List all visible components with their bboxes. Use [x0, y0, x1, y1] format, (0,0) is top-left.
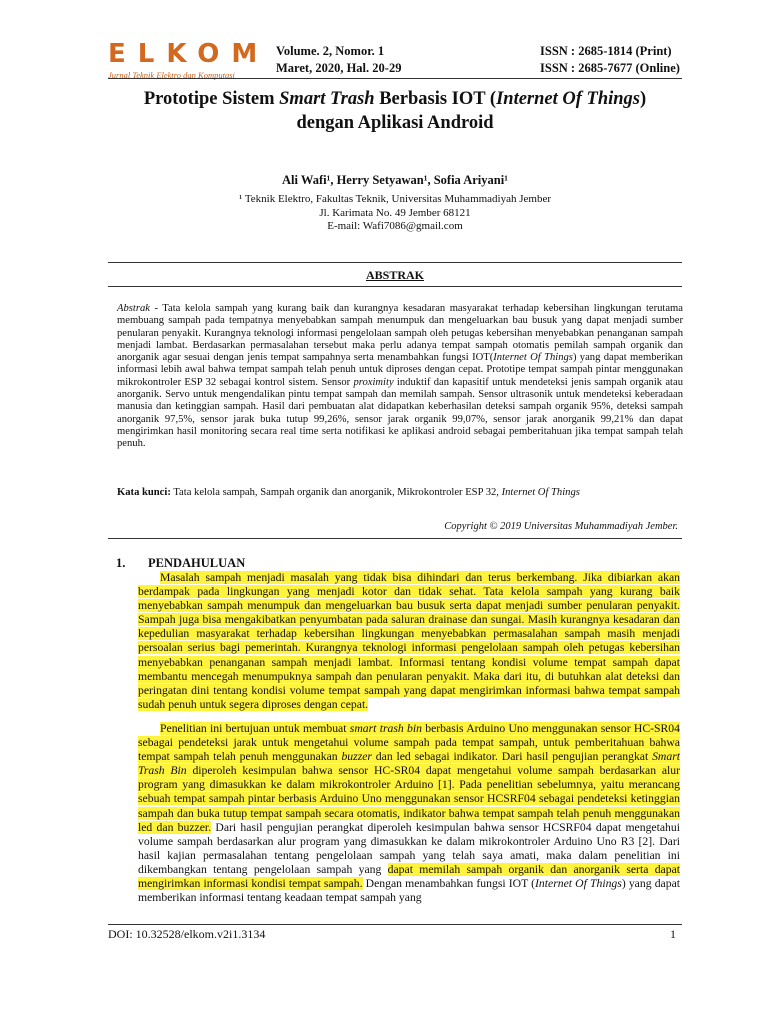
paper-title [100, 87, 690, 135]
title-part: Prototipe Sistem [143, 89, 280, 109]
text-run: dan led sebagai indikator. Dari hasil pengujian perangkat [371, 750, 653, 764]
issn-print: ISSN : 2685-1814 (Print) [540, 44, 672, 58]
text-run: berbasis Arduino Uno menggunakan sensor HC-SR04 sebagai pendeteksi jarak untuk mengetahui volume sampah pada tempat sampah, untuk pemberitahuan bahwa tempat sampah telah penuh menggunakan [138, 721, 680, 764]
text-italic: buzzer [341, 750, 372, 764]
issn-info [540, 43, 680, 77]
page-number: 1 [670, 927, 676, 941]
footer-divider [108, 924, 682, 925]
body-text [138, 571, 680, 905]
date-pages: Maret, 2020, Hal. 20-29 [276, 61, 402, 75]
text-italic: Internet Of Things [535, 876, 622, 890]
title-italic: Internet Of Things [496, 89, 640, 109]
abstract-heading-rule [108, 286, 682, 287]
paragraph [138, 722, 680, 905]
abstract-segment: induktif dan kapasitif untuk mendeteksi jenis sampah organik atau anorganik. Servo untuk mengendalikan pintu tempat sampah dan memilah sampah. Sensor ultrasonik untuk mendeteksi keberadaan manusia dan ketinggian sampah. Hasil dari pembuatan alat didapatkan keberhasilan deteksi sampah organik 95%, deteksi sampah anorganik 97,5%, sensor jarak buka tutup 99,26%, sensor jarak organik 99,07%, sensor jarak anorganik 99,21% dan dapat mengirimkan hasil monitoring secara real time serta notifikasi ke aplikasi android sebagai pemberitahuan jika tempat sampah telah penuh. [117, 376, 683, 450]
affiliation [100, 193, 690, 234]
abstract-segment: ) yang dapat memberikan informasi lebih awal bahwa tempat sampah telah penuh untuk diproses dengan cepat. Prototipe tempat sampah pintar menggunakan mikrokontroler ESP 32 sebagai kontrol sistem. Sensor [117, 352, 683, 388]
text-run: ) yang dapat memberikan informasi tentang keadaan tempat sampah yang [138, 876, 680, 905]
abstract-top-rule [108, 262, 682, 263]
text-run: diperoleh kesimpulan bahwa sensor HC-SR04 dapat mengetahui volume sampah berdasarkan alur program yang dimasukkan ke dalam mikrokontroler Arduino [1]. Pada penelitian sebelumnya, yaitu merancang sebuah tempat sampah pintar berbasis Arduino Uno menggunakan sensor HCSRF04 sebagai pendeteksi ketinggian sampah dan buka tutup tempat sampah secara otomatis, indikator bahwa tempat sampah telah penuh menggunakan led dan buzzer. [138, 764, 680, 834]
header-divider [108, 78, 682, 79]
issn-online: ISSN : 2685-7677 (Online) [540, 61, 680, 75]
text-run: Dengan menambahkan fungsi IOT ( [362, 876, 536, 890]
highlighted-text [138, 722, 680, 834]
logo-wordmark: ELKOM [108, 39, 270, 69]
keywords [117, 486, 683, 499]
affiliation-line: ¹ Teknik Elektro, Fakultas Teknik, Universitas Muhammadiyah Jember [238, 193, 552, 205]
doi-reference: DOI: 10.32528/elkom.v2i1.3134 [108, 927, 266, 941]
keywords-text: Tata kelola sampah, Sampah organik dan anorganik, Mikrokontroler ESP 32, [170, 487, 502, 498]
address-line: Jl. Karimata No. 49 Jember 68121 [319, 206, 471, 219]
text-italic: Smart Trash Bin [138, 750, 680, 778]
journal-logo [108, 39, 270, 80]
copyright-rule [108, 538, 682, 539]
abstract-label: Abstrak [117, 303, 150, 314]
abstract-italic: Internet Of Things [493, 352, 573, 364]
title-part: Berbasis IOT ( [374, 89, 497, 109]
title-italic: Smart Trash [279, 89, 375, 109]
keywords-label: Kata kunci: [117, 487, 171, 498]
keywords-italic: Internet Of Things [501, 487, 580, 498]
abstract-heading: ABSTRAK [365, 268, 424, 282]
text-run: Dari hasil pengujian perangkat diperoleh kesimpulan bahwa sensor HCSRF04 dapat mengetahui volume sampah berdasarkan alur program yang dimasukkan ke dalam mikrokontroler Arduino Uno R3 [2]. Dari hasil kajian permasalahan tentang pengelolaan sampah yang telah saya amati, maka dalam penelitian ini dikembangkan tentang pengelolaan sampah yang [138, 820, 680, 876]
highlighted-text: Masalah sampah menjadi masalah yang tidak bisa dihindari dan terus berkembang. Jika dibiarkan akan berdampak pada lingkungan yang menjadi kotor dan tidak sehat. Tata kelola sampah yang kurang baik menyebabkan sampah menumpuk dan mengeluarkan bau busuk serta dapat menjadi sumber penularan penyakit. Sampah juga bisa mengakibatkan penyumbatan pada saluran drainase dan sungai. Masih kurangnya kesadaran dan kepedulian masyarakat terhadap kebersihan lingkungan menyebabkan permasalahan sampah masih menjadi persoalan serius bagi pemerintah. Kurangnya teknologi informasi pengelolaan sampah oleh petugas kebersihan menyebabkan penanganan sampah menjadi lambat. Informasi tentang kondisi volume tempat sampah dapat membantu mencegah menumpuknya sampah dan penularan penyakit. Maka dari itu, di butuhkan alat deteksi dan peringatan dini tentang kondisi volume tempat sampah yang dapat mengirimkan informasi bahwa tempat sampah sudah penuh untuk segera diproses dengan cepat. [138, 571, 680, 711]
section-heading [116, 556, 245, 571]
volume-number: Volume. 2, Nomor. 1 [276, 44, 385, 58]
text-run: Penelitian ini bertujuan untuk membuat [160, 721, 350, 735]
section-number: 1. [116, 556, 126, 570]
abstract-text [117, 303, 683, 451]
copyright-notice: Copyright © 2019 Universitas Muhammadiyah Jember. [444, 521, 678, 532]
highlighted-text: dapat memilah sampah organik dan anorganik serta dapat mengirimkan informasi kondisi tempat sampah. [138, 862, 680, 890]
issue-info [276, 43, 401, 77]
email-line: E-mail: Wafi7086@gmail.com [327, 220, 463, 232]
section-title: PENDAHULUAN [148, 556, 246, 570]
author-list: Ali Wafi¹, Herry Setyawan¹, Sofia Ariyani¹ [282, 173, 508, 187]
abstract-segment: - Tata kelola sampah yang kurang baik dan kurangnya kesadaran masyarakat terhadap kebersihan lingkungan terutama membuang sampah pada tempatnya menyebabkan sampah menumpuk dan mengeluarkan bau busuk yang dapat menjadi sumber penularan penyakit. Kurangnya teknologi informasi pengelolaan sampah oleh petugas kebersihan menyebabkan penanganan sampah menjadi lambat. Berdasarkan permasalahan tersebut maka perlu adanya tempat sampah otomatis pemilah sampah organik dan anorganik agar sesuai dengan jenis tempat sampahnya serta menambahkan fungsi IOT( [117, 303, 683, 364]
title-line2: dengan Aplikasi Android [296, 113, 494, 133]
text-italic: smart trash bin [349, 721, 422, 735]
title-part: ) [640, 89, 647, 109]
paragraph [138, 571, 680, 712]
logo-subtitle: Jurnal Teknik Elektro dan Komputasi [108, 70, 235, 80]
abstract-italic: proximity [353, 376, 394, 388]
